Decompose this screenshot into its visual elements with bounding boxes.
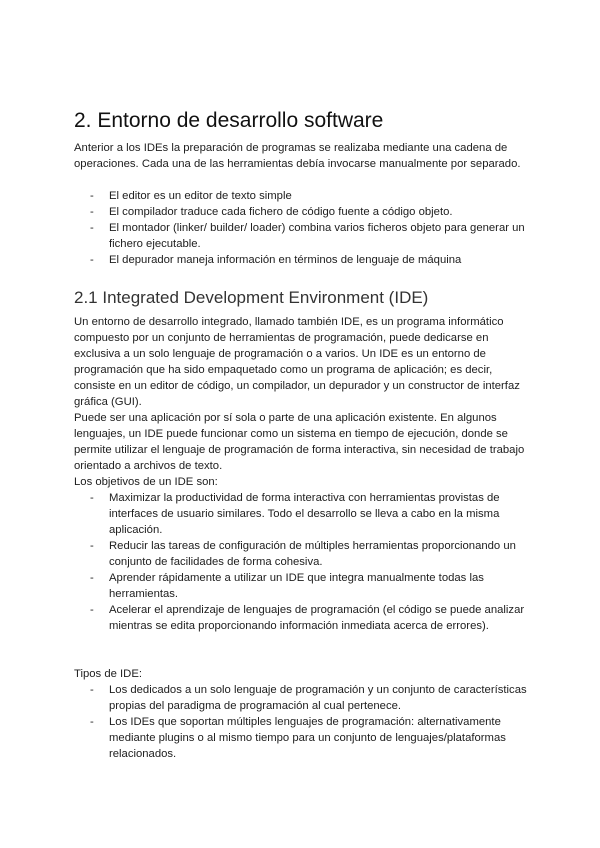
list-item: - Acelerar el aprendizaje de lenguajes de programación (el código se puede analizar mientras se edita proporcionando información inmediata acerca de errores). [90, 604, 525, 632]
dash-bullet: - [90, 684, 94, 696]
dash-bullet: - [90, 254, 94, 266]
dash-bullet: - [90, 540, 94, 552]
dash-bullet: - [90, 604, 94, 616]
dash-bullet: - [90, 716, 94, 728]
list-item: - Aprender rápidamente a utilizar un IDE que integra manualmente todas las herramientas. [90, 572, 484, 600]
list-item: - El editor es un editor de texto simple [90, 190, 292, 202]
objectives-label: Los objetivos de un IDE son: [74, 476, 218, 488]
section-2-paragraph-1: Un entorno de desarrollo integrado, llamado también IDE, es un programa informático compuesto por un conjunto de herramientas de programación, puede dedicarse en exclusiva a un solo lenguaje de programación o a varios. Un IDE es un entorno de programación que ha sido empaquetado como un programa de aplicación; es decir, consiste en un editor de código, un compilador, un depurador y un constructor de interfaz gráfica (GUI). [74, 316, 520, 408]
section-1-heading: 2. Entorno de desarrollo software [74, 109, 384, 132]
list-item: - El depurador maneja información en términos de lenguaje de máquina [90, 254, 462, 266]
list-item: - El compilador traduce cada fichero de código fuente a código objeto. [90, 206, 453, 218]
list-item: - Los dedicados a un solo lenguaje de programación y un conjunto de características propias del paradigma de programación al cual pertenece. [90, 684, 527, 712]
list-item: - Los IDEs que soportan múltiples lenguajes de programación: alternativamente mediante plugins o al mismo tiempo para un conjunto de lenguajes/plataformas relacionados. [90, 716, 506, 760]
dash-bullet: - [90, 206, 94, 218]
objectives-list [74, 490, 534, 634]
dash-bullet: - [90, 222, 94, 234]
dash-bullet: - [90, 190, 94, 202]
dash-bullet: - [90, 572, 94, 584]
section-2-paragraph-2: Puede ser una aplicación por sí sola o parte de una aplicación existente. En algunos lenguajes, un IDE puede funcionar como un sistema en tiempo de ejecución, donde se permite utilizar el lenguaje de programación de forma interactiva, sin necesidad de trabajo orientado a archivos de texto. [74, 412, 525, 472]
section-1-tool-list [74, 188, 534, 268]
list-item: - El montador (linker/ builder/ loader) combina varios ficheros objeto para generar un fichero ejecutable. [90, 222, 525, 250]
list-item: - Maximizar la productividad de forma interactiva con herramientas provistas de interfaces de usuario similares. Todo el desarrollo se lleva a cabo en la misma aplicación. [90, 492, 500, 536]
types-label: Tipos de IDE: [74, 668, 143, 680]
section-2-heading: 2.1 Integrated Development Environment (IDE) [74, 288, 429, 307]
list-item: - Reducir las tareas de configuración de múltiples herramientas proporcionando un conjunto de facilidades de forma cohesiva. [90, 540, 516, 568]
dash-bullet: - [90, 492, 94, 504]
section-1-intro: Anterior a los IDEs la preparación de programas se realizaba mediante una cadena de operaciones. Cada una de las herramientas debía invocarse manualmente por separado. [74, 142, 521, 170]
types-list [74, 682, 534, 762]
